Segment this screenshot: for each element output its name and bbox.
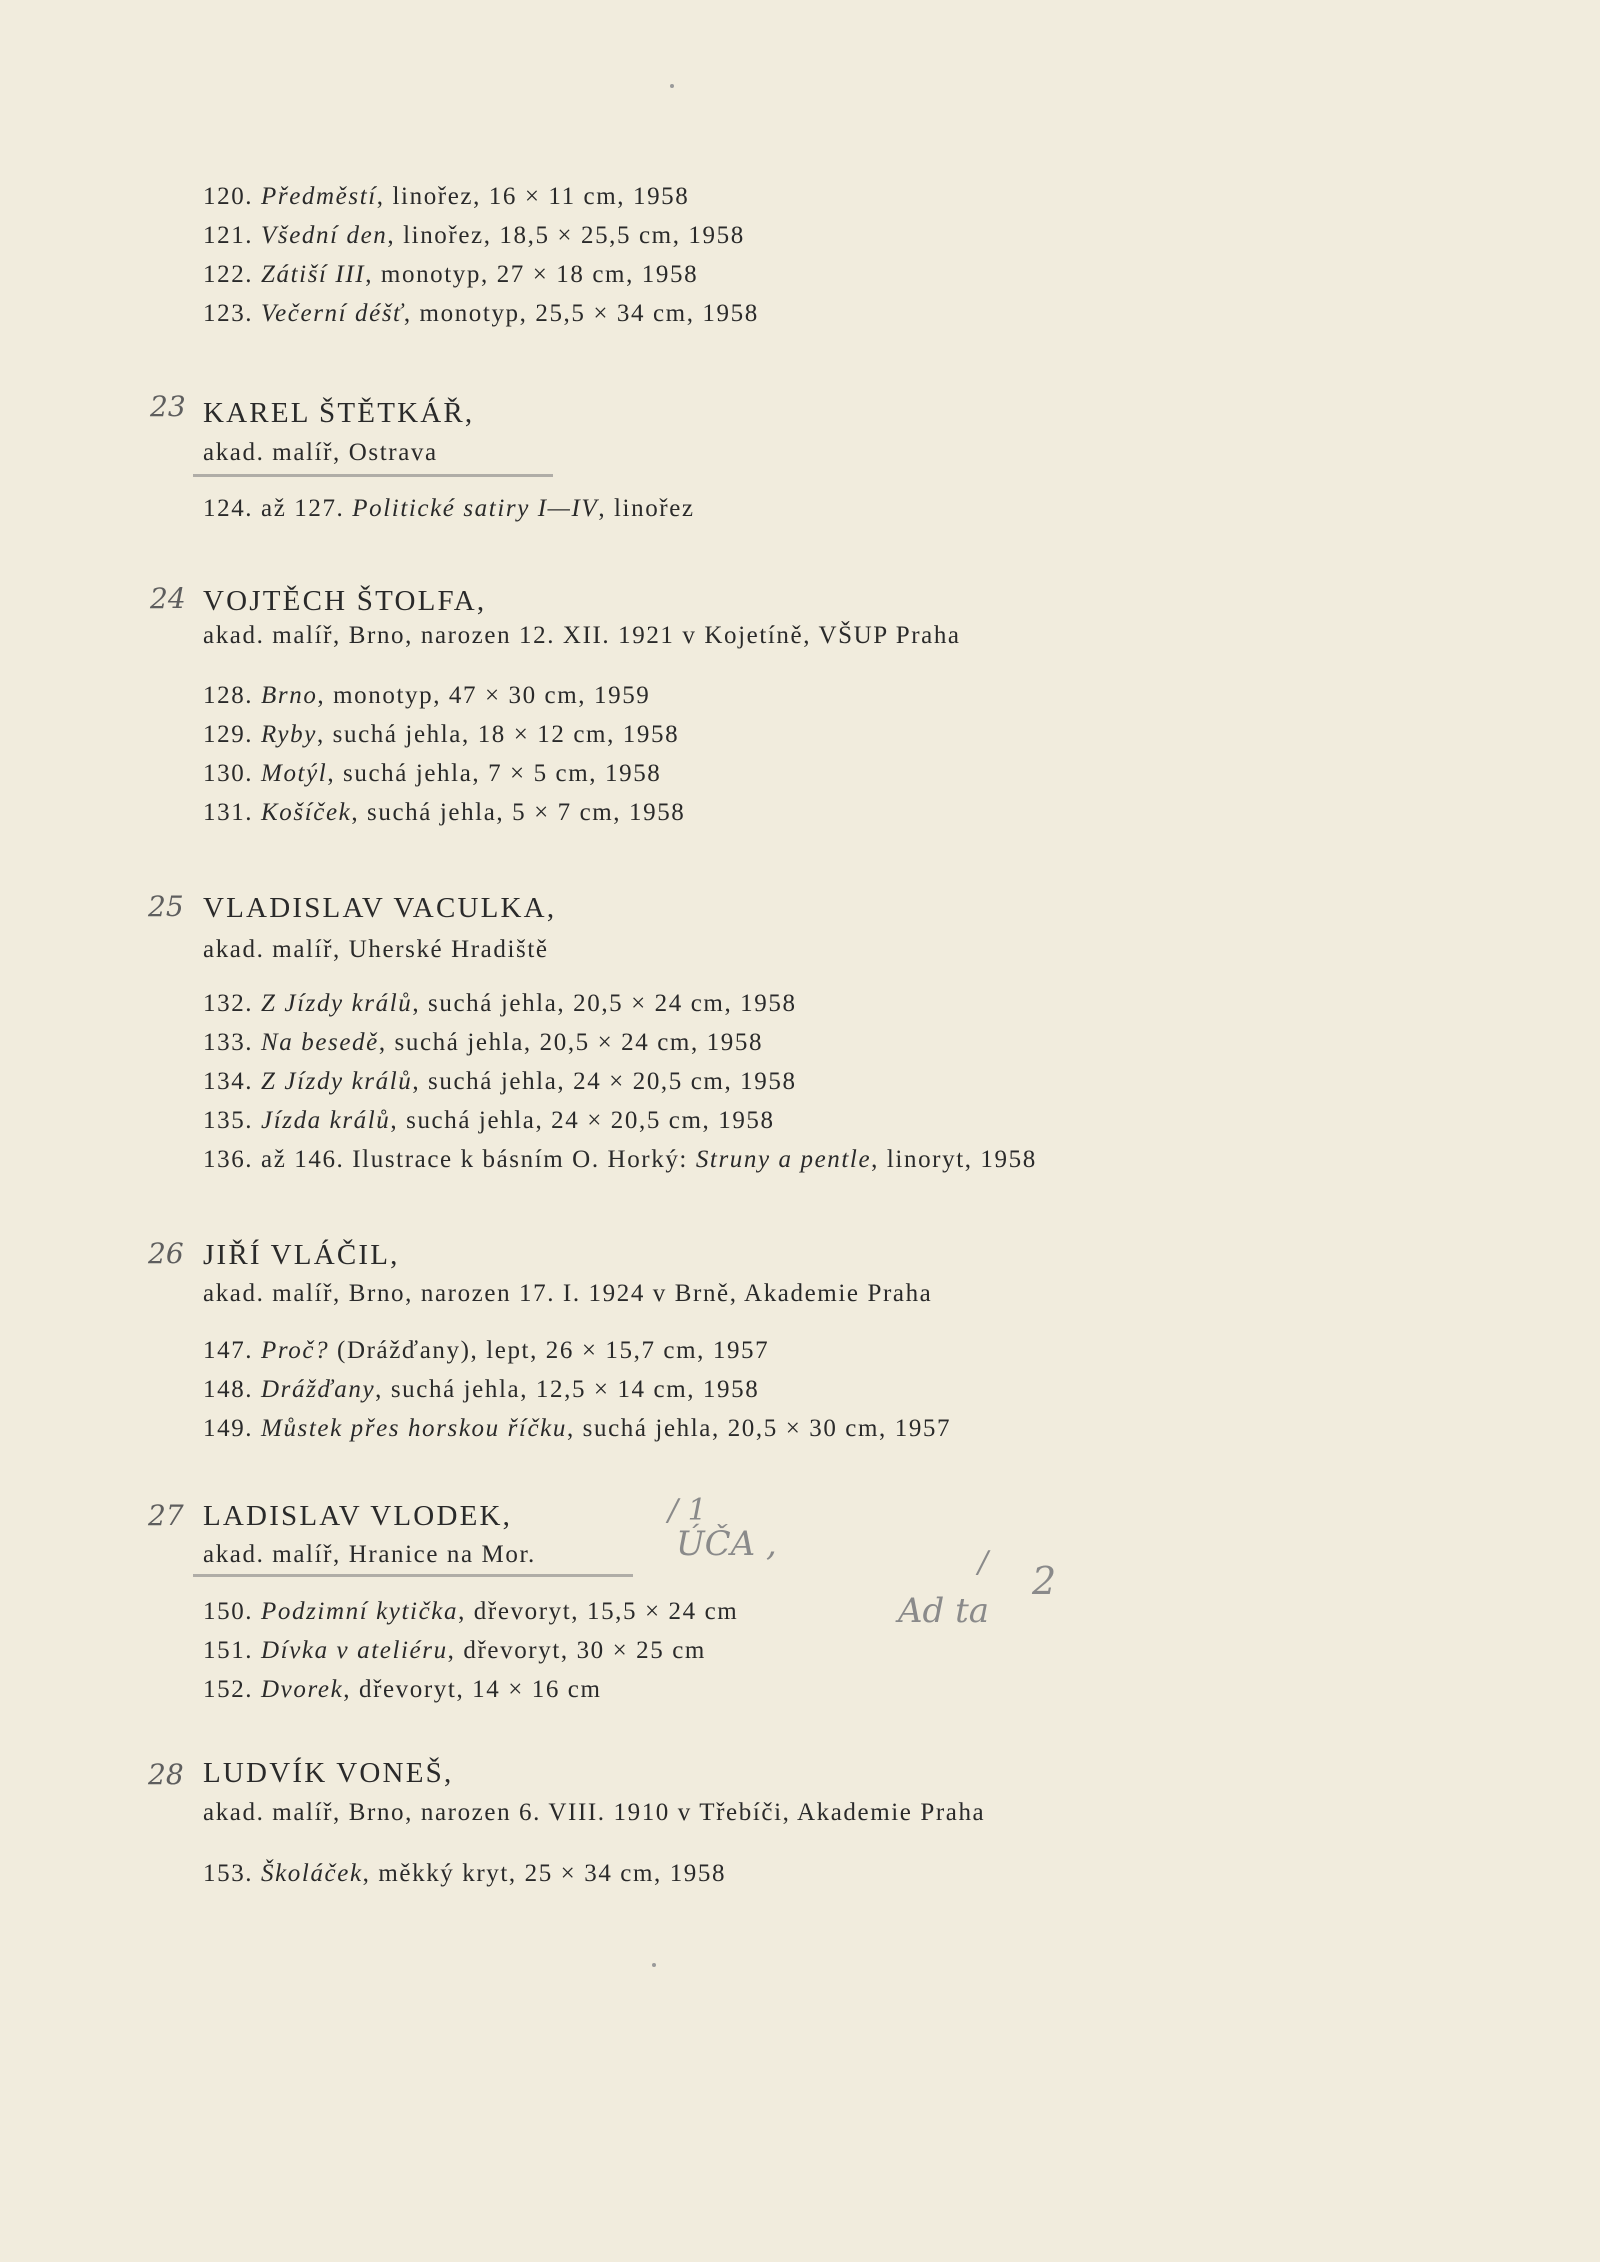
artist-name: VLADISLAV VACULKA, bbox=[203, 892, 557, 924]
work-title: Ryby bbox=[261, 721, 317, 748]
artist-bio: akad. malíř, Ostrava bbox=[203, 439, 438, 466]
work-title: Z Jízdy králů bbox=[261, 1068, 413, 1095]
work-details: , suchá jehla, 7 × 5 cm, 1958 bbox=[327, 760, 662, 787]
work-details: , suchá jehla, 20,5 × 24 cm, 1958 bbox=[378, 1029, 764, 1056]
work-entry bbox=[203, 298, 759, 330]
work-entry bbox=[203, 259, 698, 291]
work-title: Proč? bbox=[261, 1337, 330, 1364]
work-title: Z Jízdy králů bbox=[261, 990, 413, 1017]
work-entry bbox=[203, 1105, 775, 1137]
work-entry bbox=[203, 1858, 726, 1890]
work-number: 124. až 127. bbox=[203, 495, 345, 522]
work-number: 134. bbox=[203, 1068, 254, 1095]
work-details: , linořez bbox=[598, 495, 695, 522]
artist-name: LUDVÍK VONEŠ, bbox=[203, 1757, 454, 1789]
work-details: , linoryt, 1958 bbox=[871, 1146, 1037, 1173]
pencil-note: Ad ta bbox=[898, 1591, 990, 1631]
work-details: , suchá jehla, 12,5 × 14 cm, 1958 bbox=[375, 1376, 760, 1403]
work-number: 123. bbox=[203, 300, 254, 327]
work-details: , dřevoryt, 14 × 16 cm bbox=[343, 1676, 602, 1703]
work-entry bbox=[203, 797, 685, 829]
artist-bio: akad. malíř, Uherské Hradiště bbox=[203, 936, 549, 963]
artist-name: LADISLAV VLODEK, bbox=[203, 1500, 513, 1532]
work-number: 122. bbox=[203, 261, 254, 288]
handwritten-number: 28 bbox=[148, 1758, 184, 1791]
work-details: , suchá jehla, 18 × 12 cm, 1958 bbox=[316, 721, 680, 748]
work-title: Dívka v ateliéru bbox=[261, 1637, 448, 1664]
handwritten-number: 24 bbox=[150, 582, 186, 615]
pencil-note: / bbox=[978, 1545, 989, 1580]
work-number: 132. bbox=[203, 990, 254, 1017]
work-title: Jízda králů bbox=[261, 1107, 391, 1134]
work-number: 130. bbox=[203, 760, 254, 787]
work-title: Podzimní kytička bbox=[261, 1598, 459, 1625]
work-title: Drážďany bbox=[261, 1376, 376, 1403]
work-details: , dřevoryt, 30 × 25 cm bbox=[447, 1637, 706, 1664]
work-details: , monotyp, 47 × 30 cm, 1959 bbox=[317, 682, 651, 709]
work-details: , suchá jehla, 20,5 × 30 cm, 1957 bbox=[566, 1415, 952, 1442]
work-details: , linořez, 16 × 11 cm, 1958 bbox=[376, 183, 690, 210]
work-entry bbox=[203, 1674, 602, 1706]
work-title: Motýl bbox=[261, 760, 328, 787]
handwritten-number: 25 bbox=[148, 890, 184, 923]
work-number: 135. bbox=[203, 1107, 254, 1134]
work-number: 151. bbox=[203, 1637, 254, 1664]
handwritten-number: 23 bbox=[150, 390, 186, 423]
artist-bio: akad. malíř, Brno, narozen 6. VIII. 1910 v Třebíči, Akademie Praha bbox=[203, 1799, 986, 1826]
work-details: (Drážďany), lept, 26 × 15,7 cm, 1957 bbox=[329, 1337, 770, 1364]
work-number: 128. bbox=[203, 682, 254, 709]
work-title: Můstek přes horskou říčku bbox=[261, 1415, 567, 1442]
work-number: 149. bbox=[203, 1415, 254, 1442]
work-title: Večerní déšť bbox=[261, 300, 404, 327]
artist-name: KAREL ŠTĚTKÁŘ, bbox=[203, 397, 475, 429]
artist-bio: akad. malíř, Brno, narozen 12. XII. 1921 v Kojetíně, VŠUP Praha bbox=[203, 622, 961, 649]
artist-name: VOJTĚCH ŠTOLFA, bbox=[203, 585, 487, 617]
work-number: 120. bbox=[203, 183, 254, 210]
work-number: 153. bbox=[203, 1860, 254, 1887]
work-details: , dřevoryt, 15,5 × 24 cm bbox=[458, 1598, 739, 1625]
work-title: Školáček bbox=[261, 1860, 363, 1887]
work-title: Struny a pentle bbox=[695, 1146, 872, 1173]
handwritten-number: 27 bbox=[148, 1499, 184, 1532]
work-entry bbox=[203, 220, 745, 252]
work-entry bbox=[203, 1413, 951, 1445]
work-number: 152. bbox=[203, 1676, 254, 1703]
work-number: 131. bbox=[203, 799, 254, 826]
work-title: Všední den bbox=[261, 222, 388, 249]
work-entry bbox=[203, 988, 797, 1020]
artist-name: JIŘÍ VLÁČIL, bbox=[203, 1239, 400, 1271]
paper-speck bbox=[652, 1963, 656, 1967]
work-number: 129. bbox=[203, 721, 254, 748]
work-title: Brno bbox=[261, 682, 318, 709]
work-number: 148. bbox=[203, 1376, 254, 1403]
work-number: 150. bbox=[203, 1598, 254, 1625]
work-number: 121. bbox=[203, 222, 254, 249]
work-entry bbox=[203, 1027, 763, 1059]
work-entry bbox=[203, 758, 661, 790]
paper-speck bbox=[670, 84, 674, 88]
work-entry bbox=[203, 1066, 797, 1098]
work-details: , suchá jehla, 5 × 7 cm, 1958 bbox=[351, 799, 686, 826]
work-entry bbox=[203, 1335, 769, 1367]
work-title: Zátiší III bbox=[261, 261, 366, 288]
pencil-note: ÚČA , bbox=[676, 1524, 777, 1564]
work-entry bbox=[203, 1635, 706, 1667]
pencil-note: / 1 bbox=[668, 1493, 707, 1528]
work-details: , suchá jehla, 24 × 20,5 cm, 1958 bbox=[390, 1107, 775, 1134]
pencil-underline bbox=[193, 1574, 633, 1577]
work-details: , suchá jehla, 24 × 20,5 cm, 1958 bbox=[412, 1068, 797, 1095]
work-number: 133. bbox=[203, 1029, 254, 1056]
work-title: Politické satiry I—IV bbox=[352, 495, 599, 522]
work-details: , monotyp, 25,5 × 34 cm, 1958 bbox=[403, 300, 759, 327]
handwritten-number: 26 bbox=[148, 1237, 184, 1270]
pencil-underline bbox=[193, 474, 553, 477]
work-title: Předměstí bbox=[261, 183, 377, 210]
work-title: Na besedě bbox=[261, 1029, 379, 1056]
work-entry bbox=[203, 181, 689, 213]
work-details: , linořez, 18,5 × 25,5 cm, 1958 bbox=[387, 222, 745, 249]
work-entry bbox=[203, 1374, 759, 1406]
work-entry bbox=[203, 719, 679, 751]
work-entry bbox=[203, 680, 650, 712]
work-details: , monotyp, 27 × 18 cm, 1958 bbox=[365, 261, 699, 288]
artist-bio: akad. malíř, Brno, narozen 17. I. 1924 v Brně, Akademie Praha bbox=[203, 1280, 933, 1307]
work-number: 136. až 146. bbox=[203, 1146, 345, 1173]
work-details: , suchá jehla, 20,5 × 24 cm, 1958 bbox=[412, 990, 797, 1017]
work-number: 147. bbox=[203, 1337, 254, 1364]
pencil-note: 2 bbox=[1032, 1559, 1057, 1603]
work-description: Ilustrace k básním O. Horký: bbox=[344, 1146, 696, 1173]
work-title: Košíček bbox=[261, 799, 352, 826]
work-entry bbox=[203, 1144, 1037, 1176]
work-entry bbox=[203, 1596, 738, 1628]
work-title: Dvorek bbox=[261, 1676, 344, 1703]
work-entry bbox=[203, 493, 695, 525]
work-details: , měkký kryt, 25 × 34 cm, 1958 bbox=[362, 1860, 727, 1887]
artist-bio: akad. malíř, Hranice na Mor. bbox=[203, 1541, 536, 1568]
